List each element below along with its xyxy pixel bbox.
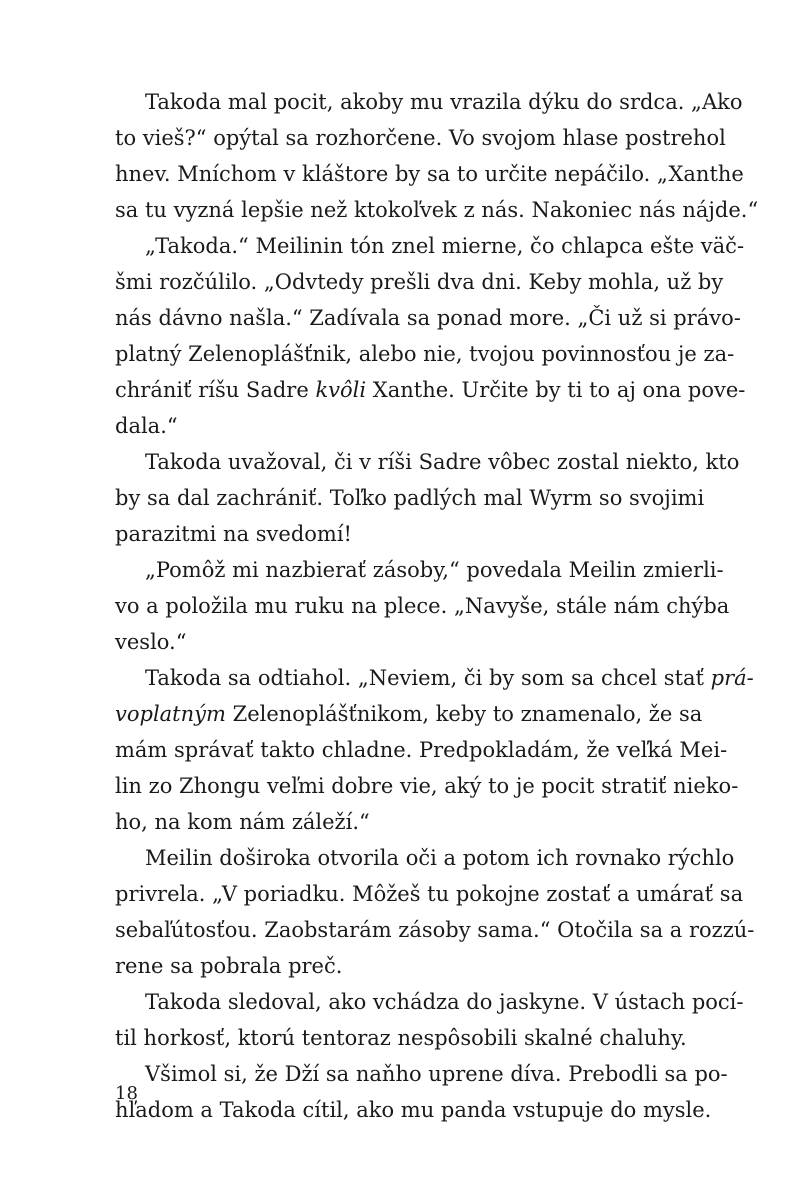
text-line — [115, 912, 755, 948]
text-line — [115, 120, 726, 156]
text-span: by sa dal zachrániť. Toľko padlých mal Wyrm so svojimi — [115, 486, 705, 510]
text-span: Všimol si, že Dží sa naňho uprene díva. Prebodli sa po- — [145, 1062, 728, 1086]
text-line — [115, 732, 728, 768]
text-span: rene sa pobrala preč. — [115, 954, 343, 978]
text-span: veslo.“ — [115, 630, 187, 654]
text-line — [115, 300, 741, 336]
italic-text: prá- — [710, 666, 754, 690]
text-line — [115, 660, 754, 696]
text-line — [115, 552, 724, 588]
text-line — [115, 948, 695, 984]
text-span: Meilin doširoka otvorila oči a potom ich rovnako rýchlo — [145, 846, 735, 870]
text-span: sebaľútosťou. Zaobstarám zásoby sama.“ Otočila sa a rozzú- — [115, 918, 755, 942]
text-span: Takoda sledoval, ako vchádza do jaskyne. V ústach pocí- — [145, 990, 744, 1014]
text-span: Takoda uvažoval, či v ríši Sadre vôbec zostal niekto, kto — [145, 450, 740, 474]
italic-text: kvôli — [315, 378, 367, 402]
text-line — [115, 444, 740, 480]
text-line — [115, 768, 739, 804]
text-line — [115, 336, 735, 372]
text-line — [115, 192, 759, 228]
text-line — [115, 984, 744, 1020]
text-span: Zelenoplášťnikom, keby to znamenalo, že sa — [225, 702, 703, 726]
text-span: Xanthe. Určite by ti to aj ona pove- — [366, 378, 746, 402]
text-span: šmi rozčúlilo. „Odvtedy prešli dva dni. Keby mohla, už by — [115, 270, 724, 294]
text-span: mám správať takto chladne. Predpokladám, že veľká Mei- — [115, 738, 728, 762]
text-span: hľadom a Takoda cítil, ako mu panda vstupuje do mysle. — [115, 1098, 712, 1122]
text-line — [115, 1020, 695, 1056]
text-span: privrela. „V poriadku. Môžeš tu pokojne zostať a umárať sa — [115, 882, 744, 906]
text-span: „Takoda.“ Meilinin tón znel mierne, čo chlapca ešte väč- — [145, 234, 745, 258]
text-span: Takoda mal pocit, akoby mu vrazila dýku do srdca. „Ako — [145, 90, 743, 114]
text-line — [115, 804, 695, 840]
text-line — [115, 876, 744, 912]
text-span: chrániť ríšu Sadre — [115, 378, 316, 402]
text-span: platný Zelenoplášťnik, alebo nie, tvojou povinnosťou je za- — [115, 342, 735, 366]
text-line — [115, 408, 695, 444]
text-line — [115, 624, 695, 660]
book-page-text — [115, 84, 759, 1128]
text-span: nás dávno našla.“ Zadívala sa ponad more. „Či už si právo- — [115, 306, 741, 330]
text-line — [115, 372, 746, 408]
text-span: parazitmi na svedomí! — [115, 522, 352, 546]
text-line — [115, 1056, 728, 1092]
text-line — [115, 156, 744, 192]
text-line — [115, 696, 703, 732]
text-span: til horkosť, ktorú tentoraz nespôsobili skalné chaluhy. — [115, 1026, 687, 1050]
text-line — [115, 480, 705, 516]
text-span: ho, na kom nám záleží.“ — [115, 810, 370, 834]
text-span: sa tu vyzná lepšie než ktokoľvek z nás. Nakoniec nás nájde.“ — [115, 198, 759, 222]
text-span: vo a položila mu ruku na plece. „Navyše, stále nám chýba — [115, 594, 730, 618]
text-span: to vieš?“ opýtal sa rozhorčene. Vo svojom hlase postrehol — [115, 126, 726, 150]
text-line — [115, 228, 745, 264]
text-span: dala.“ — [115, 414, 178, 438]
text-line — [115, 1092, 712, 1128]
text-span: lin zo Zhongu veľmi dobre vie, aký to je pocit stratiť nieko- — [115, 774, 739, 798]
text-span: Takoda sa odtiahol. „Neviem, či by som sa chcel stať — [145, 666, 711, 690]
text-span: „Pomôž mi nazbierať zásoby,“ povedala Meilin zmierli- — [145, 558, 724, 582]
page-number: 18 — [115, 1083, 138, 1104]
text-line — [115, 84, 743, 120]
text-line — [115, 264, 724, 300]
text-line — [115, 588, 730, 624]
text-line — [115, 516, 695, 552]
text-span: hnev. Mníchom v kláštore by sa to určite nepáčilo. „Xanthe — [115, 162, 744, 186]
text-line — [115, 840, 735, 876]
italic-text: voplatným — [115, 702, 226, 726]
